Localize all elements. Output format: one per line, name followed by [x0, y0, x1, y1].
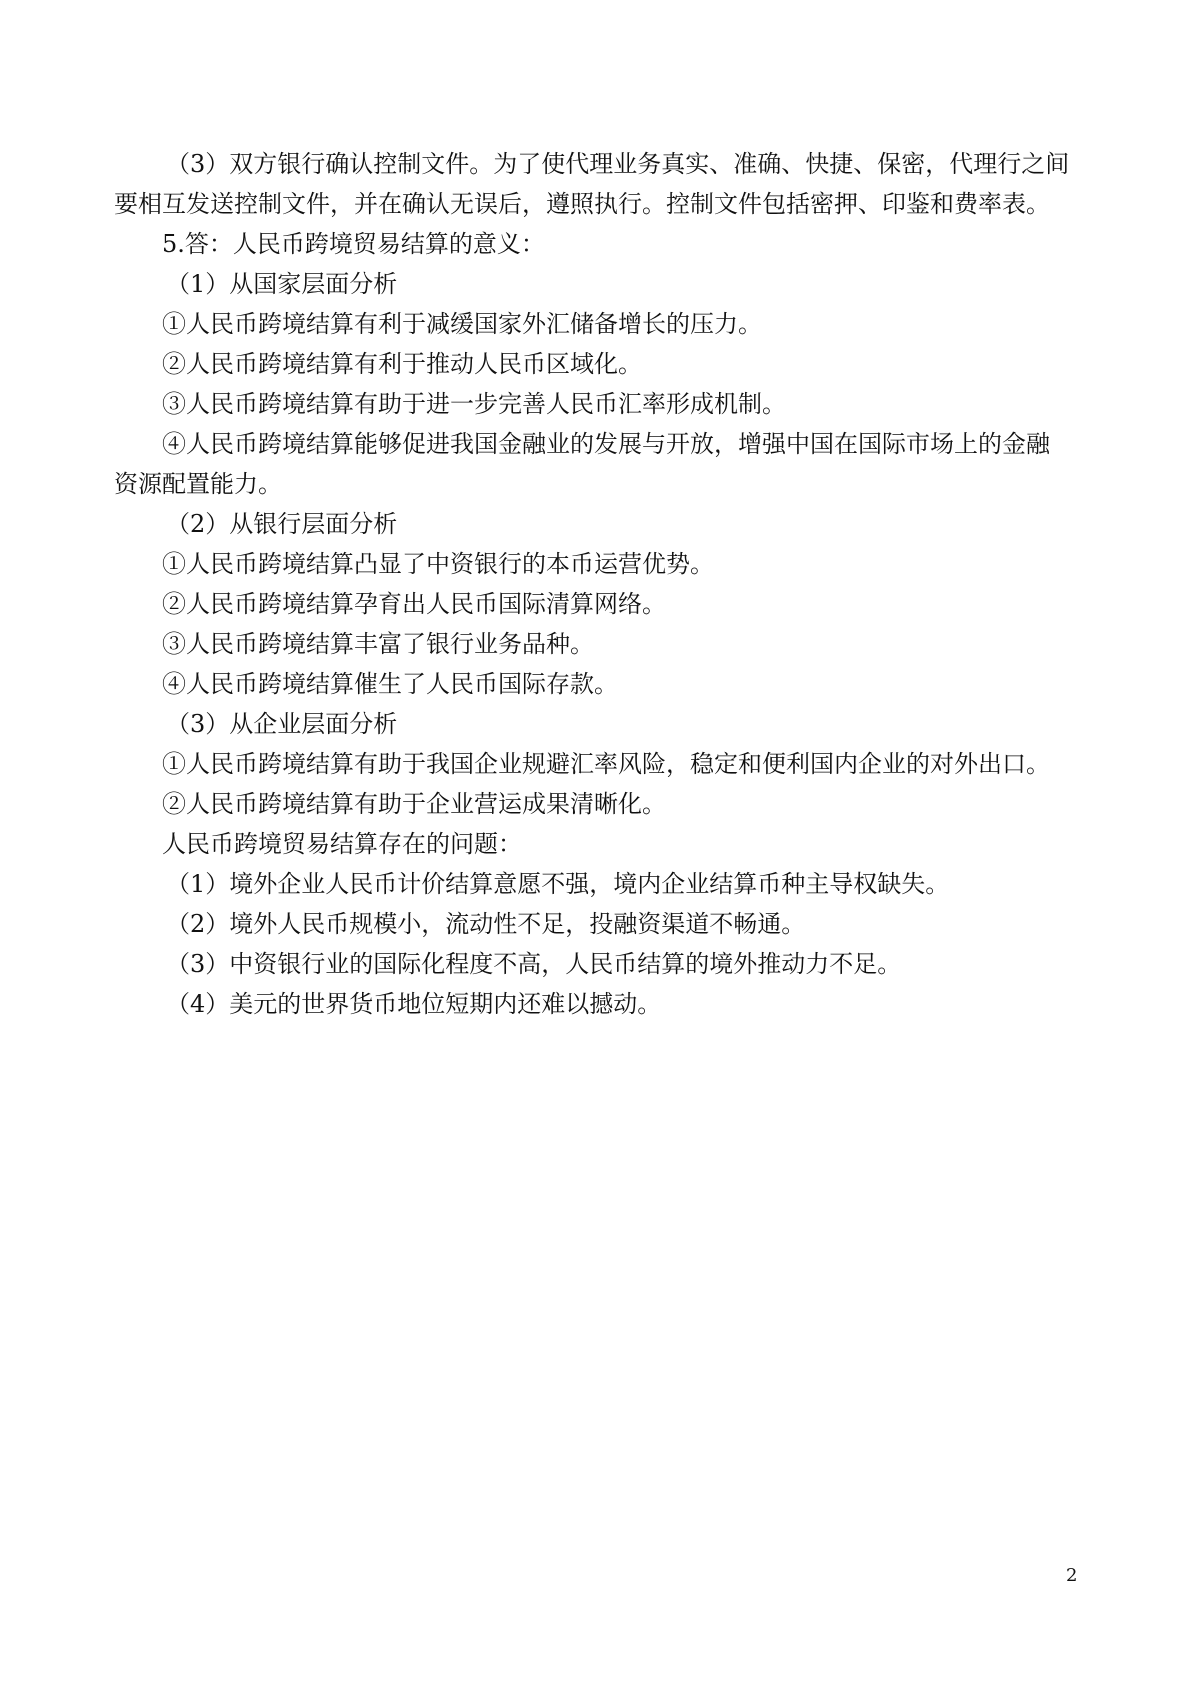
list-item: ②人民币跨境结算孕育出人民币国际清算网络。	[162, 590, 666, 618]
paragraph-line: 要相互发送控制文件，并在确认无误后，遵照执行。控制文件包括密押、印鉴和费率表。	[114, 190, 1050, 218]
list-item: ①人民币跨境结算有利于减缓国家外汇储备增长的压力。	[162, 310, 762, 338]
list-item: ②人民币跨境结算有利于推动人民币区域化。	[162, 350, 642, 378]
list-item: （3）中资银行业的国际化程度不高，人民币结算的境外推动力不足。	[166, 950, 902, 978]
list-item: ③人民币跨境结算丰富了银行业务品种。	[162, 630, 594, 658]
list-item: ④人民币跨境结算催生了人民币国际存款。	[162, 670, 618, 698]
list-item-continuation: 资源配置能力。	[114, 470, 282, 498]
list-item: ③人民币跨境结算有助于进一步完善人民币汇率形成机制。	[162, 390, 786, 418]
list-item: ①人民币跨境结算凸显了中资银行的本币运营优势。	[162, 550, 714, 578]
page-number: 2	[1066, 1565, 1078, 1586]
section-heading: （2）从银行层面分析	[166, 510, 398, 538]
paragraph-line: （3）双方银行确认控制文件。为了使代理业务真实、准确、快捷、保密，代理行之间	[166, 150, 1070, 178]
section-heading: （3）从企业层面分析	[166, 710, 398, 738]
list-item: ①人民币跨境结算有助于我国企业规避汇率风险，稳定和便利国内企业的对外出口。	[162, 750, 1050, 778]
answer-heading: 5.答：人民币跨境贸易结算的意义：	[162, 230, 545, 258]
subsection-heading: 人民币跨境贸易结算存在的问题：	[162, 830, 522, 858]
document-body	[114, 144, 1074, 1024]
list-item: ④人民币跨境结算能够促进我国金融业的发展与开放，增强中国在国际市场上的金融	[162, 430, 1050, 458]
list-item: ②人民币跨境结算有助于企业营运成果清晰化。	[162, 790, 666, 818]
list-item: （4）美元的世界货币地位短期内还难以撼动。	[166, 990, 662, 1018]
list-item: （2）境外人民币规模小，流动性不足，投融资渠道不畅通。	[166, 910, 806, 938]
list-item: （1）境外企业人民币计价结算意愿不强，境内企业结算币种主导权缺失。	[166, 870, 950, 898]
section-heading: （1）从国家层面分析	[166, 270, 398, 298]
